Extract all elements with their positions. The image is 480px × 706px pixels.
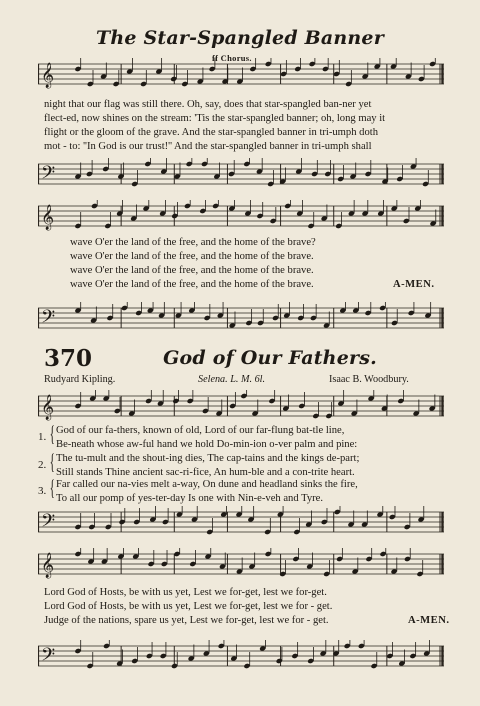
- lyric-line: The tu-mult and the shout-ing dies, The cap-tains and the kings de-part;: [56, 453, 360, 464]
- verse-brace: {: [49, 421, 55, 446]
- svg-text:𝄞: 𝄞: [41, 553, 55, 578]
- staff-bass: [38, 640, 444, 672]
- svg-text:𝄢: 𝄢: [41, 645, 56, 670]
- author-credit: Rudyard Kipling.: [44, 374, 116, 385]
- lyric-line: mot - to: ''In God is our trust!'' And the star-spangled banner in tri-umph shall: [44, 141, 372, 152]
- svg-text:𝄢: 𝄢: [41, 307, 56, 332]
- lyric-line: Judge of the nations, spare us yet, Lest we for-get, lest we for - get.: [44, 615, 329, 626]
- amen-label: A-MEN.: [393, 279, 435, 290]
- composer-credit: Isaac B. Woodbury.: [329, 374, 409, 385]
- staff-treble: [38, 548, 444, 580]
- lyric-line: wave O'er the land of the free, and the home of the brave.: [70, 265, 314, 276]
- song-title-god-of-our-fathers: God of Our Fathers.: [163, 347, 377, 369]
- lyric-line: Lord God of Hosts, be with us yet, Lest we for-get, lest we for - get.: [44, 601, 333, 612]
- lyric-line: flect-ed, now shines on the stream: 'Tis the star-spangled banner; oh, long may it: [44, 113, 386, 124]
- hymn-number: 370: [44, 345, 93, 372]
- verse-number: 2.: [38, 459, 47, 471]
- staff-bass: [38, 302, 444, 334]
- svg-text:𝄞: 𝄞: [41, 205, 55, 230]
- verse-number: 3.: [38, 485, 47, 497]
- svg-text:𝄢: 𝄢: [41, 163, 56, 188]
- svg-text:𝄞: 𝄞: [41, 395, 55, 420]
- song-title-star-spangled-banner: The Star-Spangled Banner: [96, 27, 384, 49]
- svg-text:𝄢: 𝄢: [41, 511, 56, 536]
- verse-brace: {: [49, 475, 55, 500]
- lyric-line: night that our flag was still there. Oh, say, does that star-spangled ban-ner yet: [44, 99, 372, 110]
- chorus-marking: ff Chorus.: [212, 53, 252, 63]
- staff-bass: [38, 506, 444, 538]
- verse-brace: {: [49, 449, 55, 474]
- lyric-line: God of our fa-thers, known of old, Lord of our far-flung bat-tle line,: [56, 425, 345, 436]
- lyric-line: wave O'er the land of the free, and the home of the brave.: [70, 279, 314, 290]
- lyric-line: Still stands Thine ancient sac-ri-fice, An hum-ble and a con-trite heart.: [56, 467, 355, 478]
- staff-treble: [38, 58, 444, 94]
- staff-treble: [38, 390, 444, 422]
- lyric-line: Lord God of Hosts, be with us yet, Lest we for-get, lest we for-get.: [44, 587, 327, 598]
- lyric-line: wave O'er the land of the free, and the home of the brave.: [70, 251, 314, 262]
- svg-text:𝄞: 𝄞: [41, 63, 55, 88]
- tune-name: Selena. L. M. 6l.: [198, 374, 266, 385]
- amen-label: A-MEN.: [408, 615, 450, 626]
- lyric-line: Be-neath whose aw-ful hand we hold Do-min-ion o-ver palm and pine:: [56, 439, 358, 450]
- lyric-line: Far called our na-vies melt a-way, On dune and headland sinks the fire,: [56, 479, 358, 490]
- verse-number: 1.: [38, 431, 47, 443]
- staff-treble: [38, 200, 444, 232]
- lyric-line: wave O'er the land of the free, and the home of the brave?: [70, 237, 316, 248]
- staff-bass: [38, 158, 444, 190]
- lyric-line: flight or the gloom of the grave. And the star-spangled banner in tri-umph doth: [44, 127, 379, 138]
- lyric-line: To all our pomp of yes-ter-day Is one with Nin-e-veh and Tyre.: [56, 493, 323, 504]
